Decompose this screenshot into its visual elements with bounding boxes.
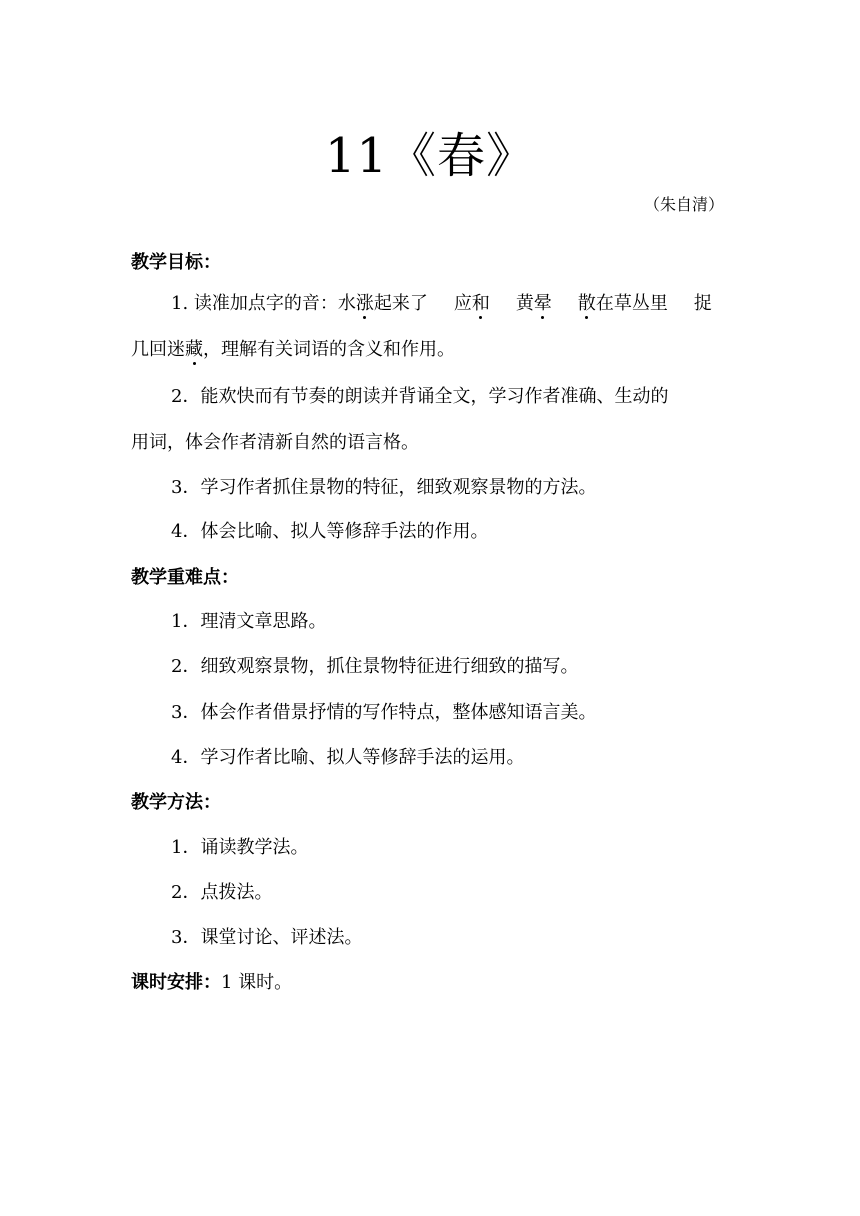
goals-item-2: 2．能欢快而有节奏的朗读并背诵全文，学习作者准确、生动的: [171, 386, 669, 407]
goals-item-1-cont: 几回迷藏，理解有关词语的含义和作用。: [131, 339, 455, 360]
schedule-value: 1 课时。: [221, 972, 293, 993]
goals-item-2-cont: 用词，体会作者清新自然的语言格。: [131, 432, 419, 453]
key-point-item: 3．体会作者借景抒情的写作特点，整体感知语言美。: [171, 702, 597, 723]
key-point-item: 1．理清文章思路。: [171, 611, 327, 632]
method-item: 1．诵读教学法。: [171, 837, 309, 858]
method-item: 3．课堂讨论、评述法。: [171, 927, 363, 948]
page-title: 11《春》: [324, 128, 536, 184]
methods-heading: 教学方法：: [131, 792, 221, 813]
key-point-item: 4．学习作者比喻、拟人等修辞手法的运用。: [171, 747, 525, 768]
goals-heading: 教学目标：: [131, 252, 221, 273]
method-item: 2．点拨法。: [171, 882, 273, 903]
schedule-line: [131, 971, 292, 995]
goals-item-1: 1. 读准加点字的音：水涨起来了 应和 黄晕 散在草丛里 捉: [171, 293, 712, 314]
schedule-heading: 课时安排：: [131, 972, 221, 993]
key-points-heading: 教学重难点：: [131, 567, 239, 588]
author-name: （朱自清）: [643, 195, 724, 214]
goals-item-4: 4．体会比喻、拟人等修辞手法的作用。: [171, 521, 489, 542]
goals-item-3: 3．学习作者抓住景物的特征，细致观察景物的方法。: [171, 477, 597, 498]
key-point-item: 2．细致观察景物，抓住景物特征进行细致的描写。: [171, 656, 579, 677]
